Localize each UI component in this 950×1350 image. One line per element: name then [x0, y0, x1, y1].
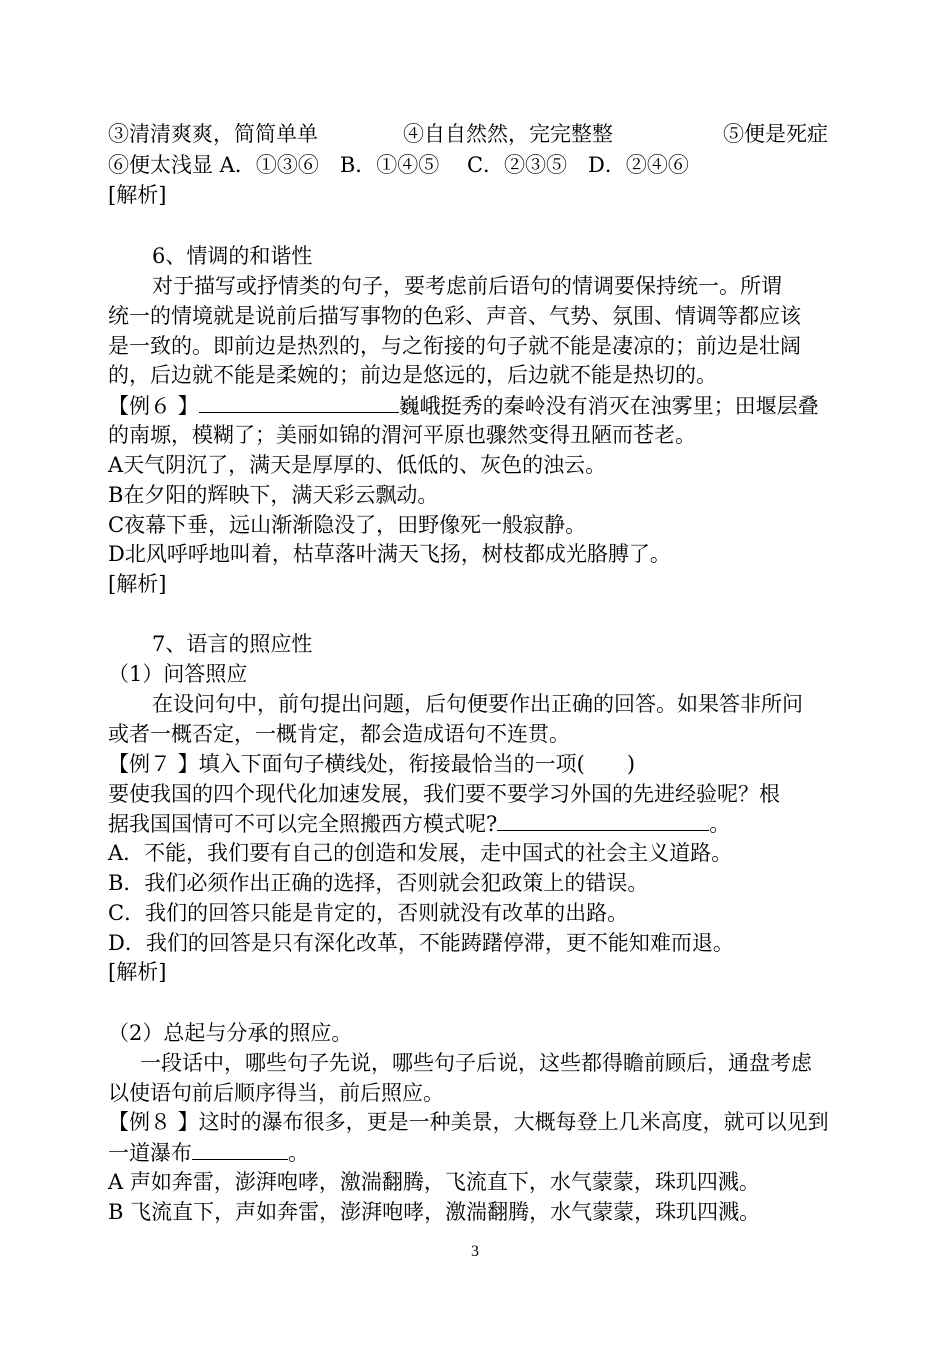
example-text: 一道瀑布 — [108, 1141, 192, 1165]
question-line — [108, 808, 730, 839]
option-a: A 声如奔雷，澎湃咆哮，激湍翻腾，飞流直下，水气蒙蒙，珠玑四溅。 — [108, 1170, 760, 1194]
question-line: 要使我国的四个现代化加速发展，我们要不要学习外国的先进经验呢？根 — [108, 782, 780, 806]
section-6-heading: 6、情调的和谐性 — [152, 244, 313, 268]
option-4: ④自自然然，完完整整 — [403, 122, 613, 146]
example-text: 巍峨挺秀的秦岭没有消灭在浊雾里；田堰层叠 — [398, 394, 819, 418]
question-text: 据我国国情可不可以完全照搬西方模式呢? — [108, 812, 498, 836]
paragraph-line: 的，后边就不能是柔婉的；前边是悠远的，后边就不能是热切的。 — [108, 363, 717, 387]
section-7-heading: 7、语言的照应性 — [152, 632, 313, 656]
answer-blank — [192, 1137, 288, 1160]
options-line-2: ⑥便太浅显 A．①③⑥ B．①④⑤ C．②③⑤ D．②④⑥ — [108, 153, 689, 177]
example-6 — [108, 390, 819, 421]
option-c: C．我们的回答只能是肯定的，否则就没有改革的出路。 — [108, 901, 629, 925]
option-b: B 飞流直下，声如奔雷，澎湃咆哮，激湍翻腾，水气蒙蒙，珠玑四溅。 — [108, 1200, 761, 1224]
example-label: 【例６ 】 — [108, 394, 199, 418]
question-end: 。 — [709, 812, 731, 836]
page-number: 3 — [471, 1243, 479, 1260]
option-b: B．我们必须作出正确的选择，否则就会犯政策上的错误。 — [108, 871, 649, 895]
example-end: 。 — [288, 1141, 309, 1165]
analysis-label: [解析] — [108, 183, 167, 207]
option-3: ③清清爽爽，简简单单 — [108, 122, 318, 146]
analysis-label: [解析] — [108, 960, 167, 984]
option-d: D北风呼呼地叫着，枯草落叶满天飞扬，树枝都成光胳膊了。 — [108, 542, 671, 566]
paragraph-line: 在设问句中，前句提出问题，后句便要作出正确的回答。如果答非所问 — [152, 692, 803, 716]
analysis-label: [解析] — [108, 572, 167, 596]
option-d: D．我们的回答是只有深化改革，不能踌躇停滞，更不能知难而退。 — [108, 931, 734, 955]
option-a: A天气阴沉了，满天是厚厚的、低低的、灰色的浊云。 — [108, 453, 607, 477]
option-5: ⑤便是死症 — [723, 122, 828, 146]
example-7-label: 【例７ 】填入下面句子横线处，衔接最恰当的一项( ) — [108, 752, 636, 776]
paragraph-line: 或者一概否定，一概肯定，都会造成语句不连贯。 — [108, 722, 570, 746]
answer-blank — [497, 808, 709, 831]
paragraph-line: 一段话中，哪些句子先说，哪些句子后说，这些都得瞻前顾后，通盘考虑 — [140, 1051, 812, 1075]
paragraph-line: 是一致的。即前边是热烈的，与之衔接的句子就不能是凄凉的；前边是壮阔 — [108, 334, 801, 358]
paragraph-line: 对于描写或抒情类的句子，要考虑前后语句的情调要保持统一。所谓 — [152, 274, 782, 298]
option-b: B在夕阳的辉映下，满天彩云飘动。 — [108, 483, 439, 507]
answer-blank — [199, 390, 399, 413]
example-continuation: 的南塬，模糊了；美丽如锦的渭河平原也骤然变得丑陋而苍老。 — [108, 423, 696, 447]
example-continuation — [108, 1137, 309, 1168]
option-a: A．不能，我们要有自己的创造和发展，走中国式的社会主义道路。 — [108, 841, 733, 865]
example-8: 【例８ 】这时的瀑布很多，更是一种美景，大概每登上几米高度，就可以见到 — [108, 1110, 829, 1134]
option-c: C夜幕下垂，远山渐渐隐没了，田野像死一般寂静。 — [108, 513, 587, 537]
subsection-heading: （1）问答照应 — [108, 662, 248, 686]
paragraph-line: 以使语句前后顺序得当，前后照应。 — [108, 1081, 444, 1105]
paragraph-line: 统一的情境就是说前后描写事物的色彩、声音、气势、氛围、情调等都应该 — [108, 304, 801, 328]
subsection-heading: （2）总起与分承的照应。 — [108, 1021, 353, 1045]
